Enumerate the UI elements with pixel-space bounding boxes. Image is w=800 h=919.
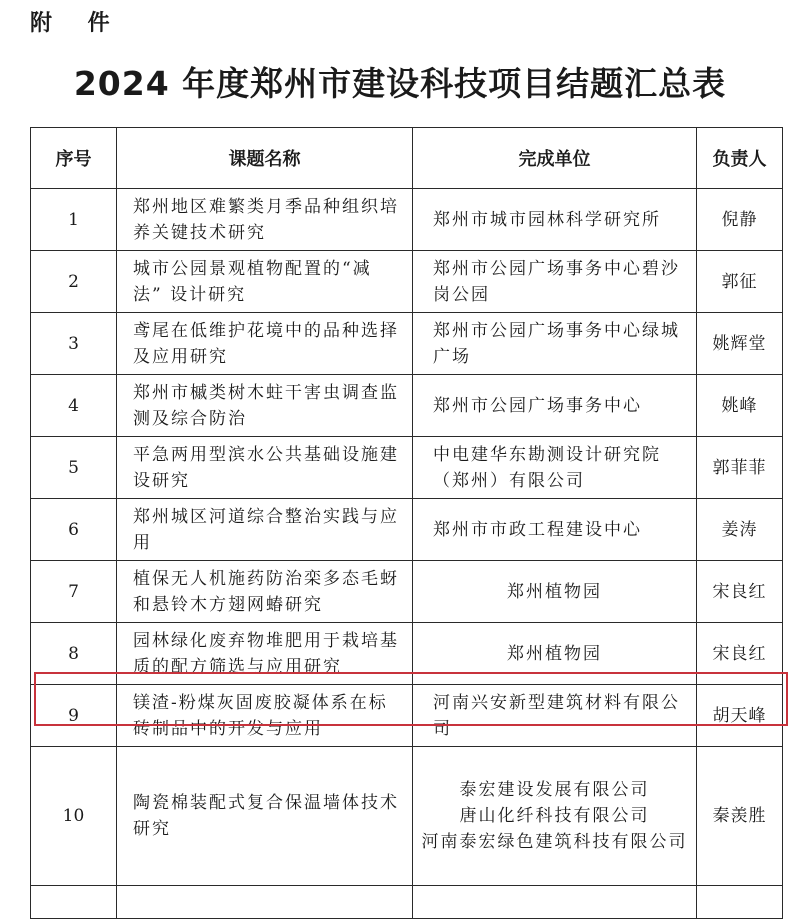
- project-lead: 郭征: [697, 251, 783, 313]
- column-header-no: 序号: [31, 128, 117, 189]
- table-row: [31, 623, 783, 685]
- completing-unit-line: 唐山化纤科技有限公司: [459, 806, 650, 826]
- table-row: [31, 251, 783, 313]
- project-title: 郑州地区难繁类月季品种组织培养关键技术研究: [117, 189, 413, 251]
- row-number: 4: [31, 375, 117, 437]
- table-row: [31, 313, 783, 375]
- project-lead: 郭菲菲: [697, 437, 783, 499]
- table-header-row: [31, 128, 783, 189]
- empty-cell: [697, 886, 783, 919]
- row-number: 1: [31, 189, 117, 251]
- completing-unit: [413, 747, 697, 886]
- row-number: 10: [31, 747, 117, 886]
- column-header-lead: 负责人: [697, 128, 783, 189]
- document-title: 2024 年度郑州市建设科技项目结题汇总表: [73, 64, 727, 103]
- project-lead: 胡天峰: [697, 685, 783, 747]
- completing-unit: 中电建华东勘测设计研究院（郑州）有限公司: [413, 437, 697, 499]
- table-row: [31, 685, 783, 747]
- empty-cell: [31, 886, 117, 919]
- completing-unit: 郑州市公园广场事务中心绿城广场: [413, 313, 697, 375]
- table-row: [31, 747, 783, 886]
- project-title: 园林绿化废弃物堆肥用于栽培基质的配方筛选与应用研究: [117, 623, 413, 685]
- table-row: [31, 437, 783, 499]
- table-row: [31, 189, 783, 251]
- row-number: 9: [31, 685, 117, 747]
- attachment-label: 附 件: [30, 11, 124, 36]
- completing-unit: 郑州植物园: [413, 561, 697, 623]
- project-lead: 宋良红: [697, 623, 783, 685]
- project-title: 城市公园景观植物配置的“减法” 设计研究: [117, 251, 413, 313]
- project-lead: 姜涛: [697, 499, 783, 561]
- project-lead: 姚峰: [697, 375, 783, 437]
- project-lead: 姚辉堂: [697, 313, 783, 375]
- row-number: 5: [31, 437, 117, 499]
- summary-table: [30, 127, 783, 919]
- completing-unit-line: 泰宏建设发展有限公司: [459, 780, 650, 800]
- completing-unit-line: 河南泰宏绿色建筑科技有限公司: [421, 832, 688, 852]
- project-title: 植保无人机施药防治栾多态毛蚜和悬铃木方翅网蝽研究: [117, 561, 413, 623]
- completing-unit: 郑州市公园广场事务中心碧沙岗公园: [413, 251, 697, 313]
- project-lead: 倪静: [697, 189, 783, 251]
- empty-cell: [117, 886, 413, 919]
- project-lead: 宋良红: [697, 561, 783, 623]
- row-number: 7: [31, 561, 117, 623]
- project-lead: 秦羡胜: [697, 747, 783, 886]
- row-number: 2: [31, 251, 117, 313]
- completing-unit: 郑州植物园: [413, 623, 697, 685]
- completing-unit: 郑州市城市园林科学研究所: [413, 189, 697, 251]
- project-title: 陶瓷棉装配式复合保温墙体技术研究: [117, 747, 413, 886]
- project-title: 平急两用型滨水公共基础设施建设研究: [117, 437, 413, 499]
- project-title: 鸢尾在低维护花境中的品种选择及应用研究: [117, 313, 413, 375]
- table-row: [31, 499, 783, 561]
- row-number: 3: [31, 313, 117, 375]
- table-row-truncated: [31, 886, 783, 919]
- row-number: 6: [31, 499, 117, 561]
- table-row: [31, 375, 783, 437]
- row-number: 8: [31, 623, 117, 685]
- completing-unit: 郑州市公园广场事务中心: [413, 375, 697, 437]
- completing-unit: 河南兴安新型建筑材料有限公司: [413, 685, 697, 747]
- empty-cell: [413, 886, 697, 919]
- project-title: 郑州城区河道综合整治实践与应用: [117, 499, 413, 561]
- project-title: 镁渣-粉煤灰固废胶凝体系在标砖制品中的开发与应用: [117, 685, 413, 747]
- column-header-unit: 完成单位: [413, 128, 697, 189]
- completing-unit: 郑州市市政工程建设中心: [413, 499, 697, 561]
- project-title: 郑州市槭类树木蛀干害虫调查监测及综合防治: [117, 375, 413, 437]
- table-row: [31, 561, 783, 623]
- column-header-title: 课题名称: [117, 128, 413, 189]
